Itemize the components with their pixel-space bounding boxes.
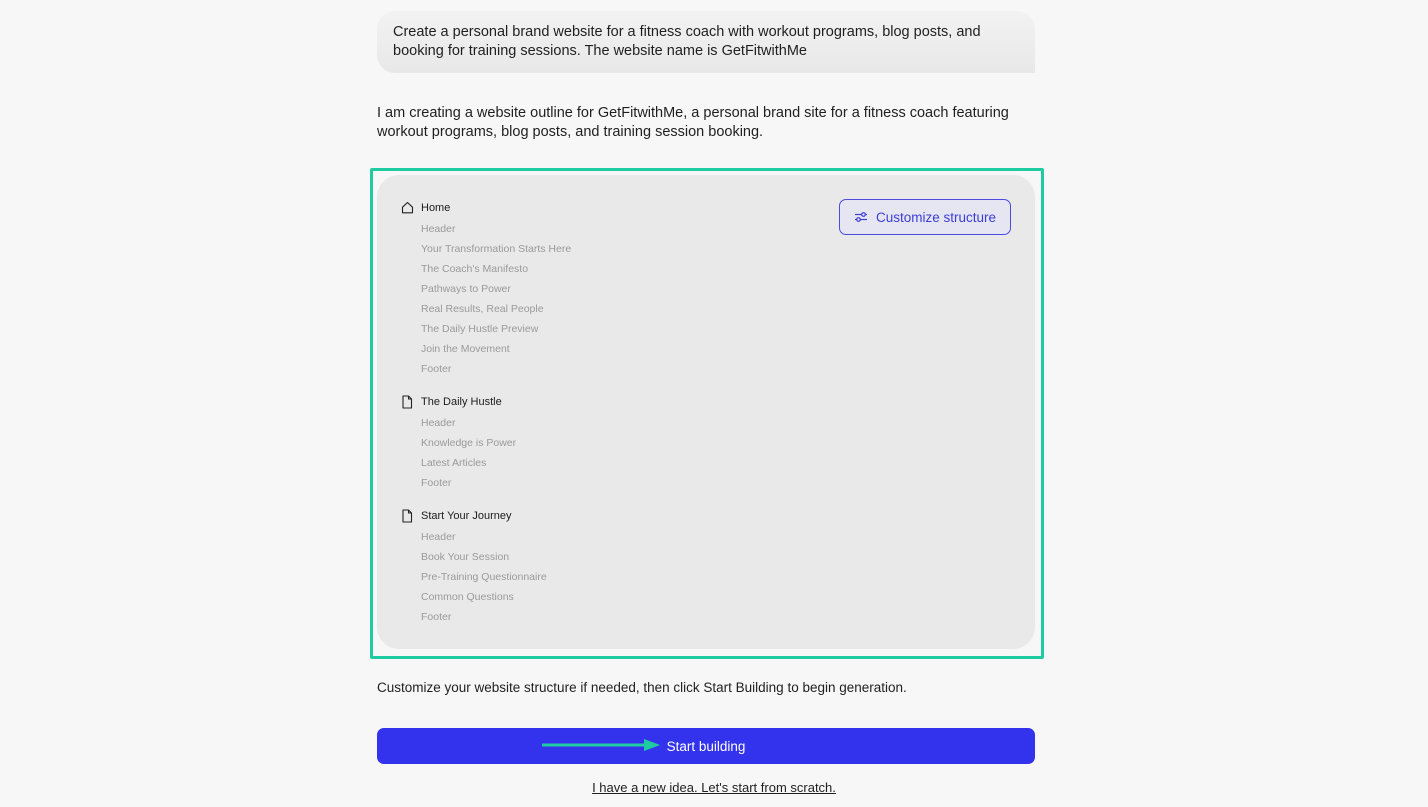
section-item: Pathways to Power [421, 283, 511, 295]
section-item: Footer [421, 363, 452, 375]
outline-page-home[interactable] [401, 199, 571, 379]
user-prompt-bubble [377, 11, 1035, 73]
assistant-reply: I am creating a website outline for GetFitwithMe, a personal brand site for a fitness coach featuring workout programs, blog posts, and training session booking. [377, 105, 1009, 140]
section-item: Footer [421, 611, 452, 623]
section-item: Your Transformation Starts Here [421, 243, 572, 255]
section-item: The Coach's Manifesto [421, 263, 529, 275]
section-item: Pre-Training Questionnaire [421, 571, 547, 583]
sliders-icon [854, 211, 868, 223]
customize-structure-label: Customize structure [875, 209, 997, 225]
page-title: Home [421, 202, 451, 214]
page-icon [401, 395, 414, 409]
section-item: Header [421, 531, 456, 543]
section-item: The Daily Hustle Preview [421, 323, 539, 335]
start-from-scratch-link[interactable]: I have a new idea. Let's start from scratch. [592, 780, 836, 795]
page-title: Start Your Journey [421, 510, 512, 522]
section-item: Real Results, Real People [421, 303, 544, 315]
arrow-right-icon [542, 739, 662, 751]
section-item: Book Your Session [421, 551, 510, 563]
page-title: The Daily Hustle [421, 396, 502, 408]
customize-structure-button[interactable] [839, 199, 1011, 235]
section-item: Footer [421, 477, 452, 489]
user-prompt-text: Create a personal brand website for a fitness coach with workout programs, blog posts, and booking for training sessions. The website name is GetFitwithMe [393, 24, 981, 59]
customize-hint-text: Customize your website structure if needed, then click Start Building to begin generation. [377, 680, 907, 695]
site-outline-card [377, 175, 1035, 649]
section-item: Common Questions [421, 591, 514, 603]
outline-page-daily-hustle[interactable] [401, 393, 516, 493]
section-item: Header [421, 223, 456, 235]
outline-page-start-your-journey[interactable] [401, 507, 547, 627]
page-icon [401, 509, 414, 523]
section-item: Latest Articles [421, 457, 487, 469]
start-building-label: Start building [666, 738, 746, 754]
section-item: Header [421, 417, 456, 429]
home-icon [401, 201, 414, 215]
section-item: Knowledge is Power [421, 437, 517, 449]
section-item: Join the Movement [421, 343, 510, 355]
start-building-button[interactable] [377, 728, 1035, 764]
